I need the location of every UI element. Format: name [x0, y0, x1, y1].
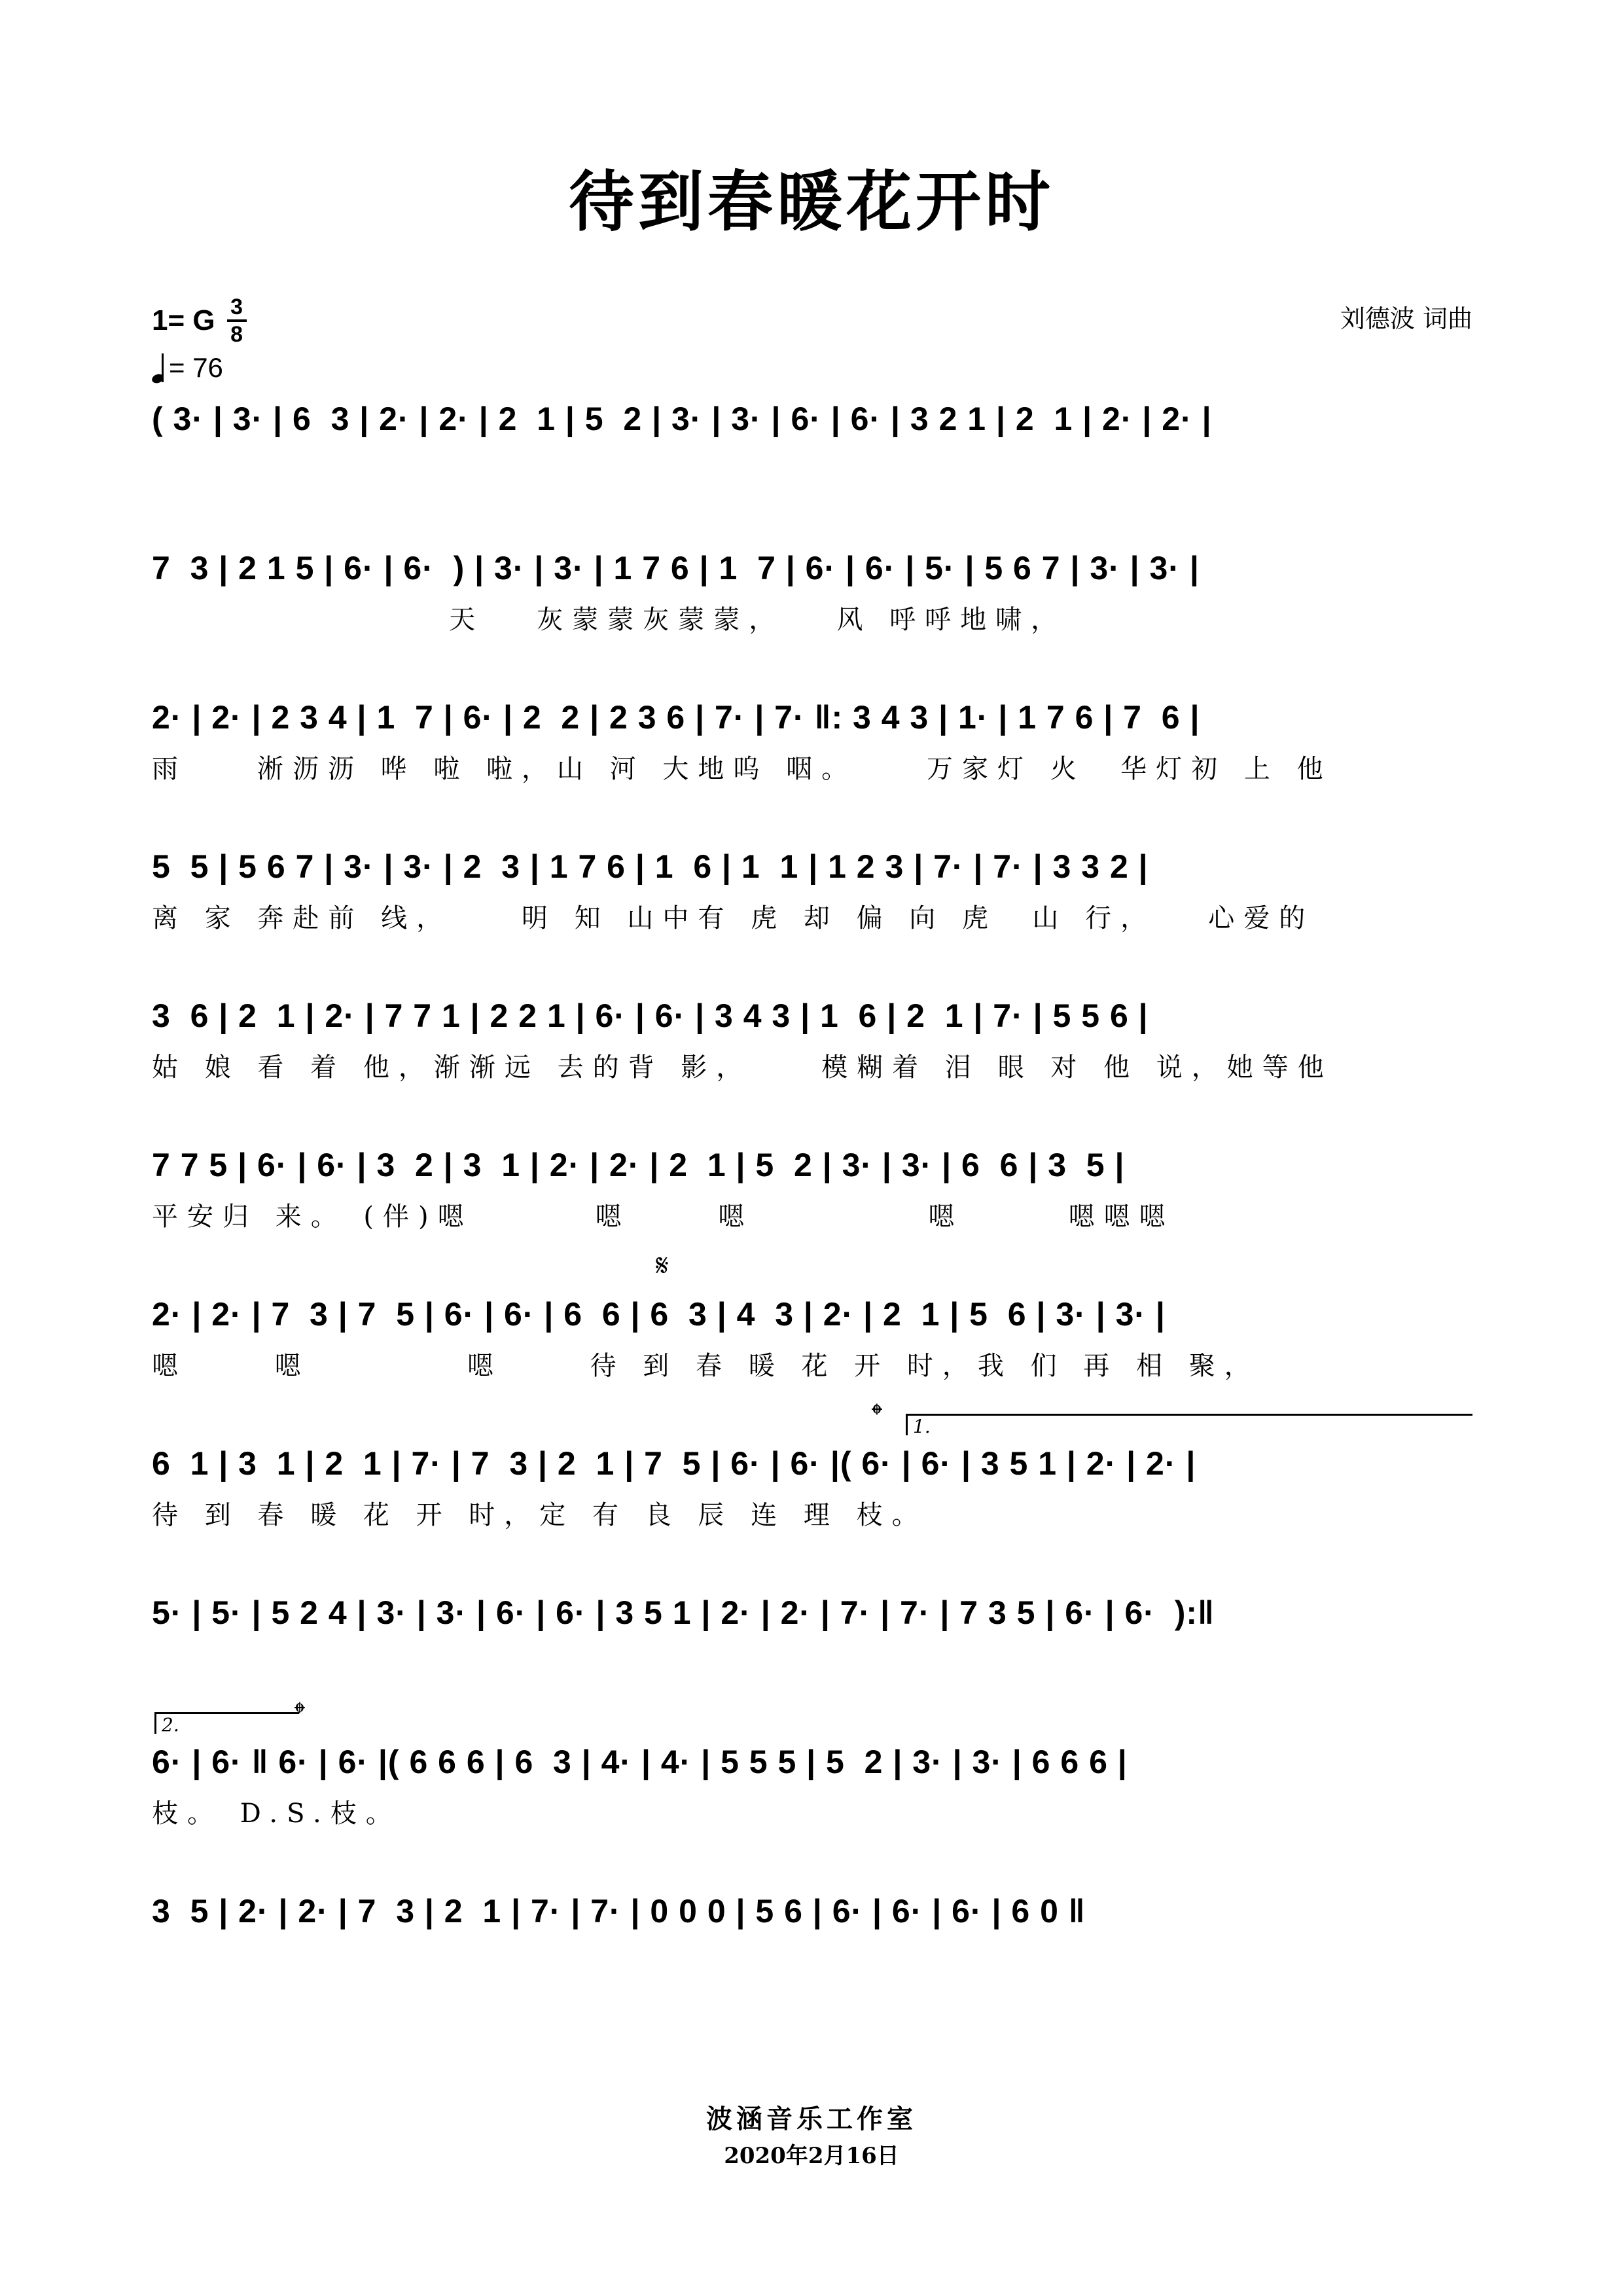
coda-mark: 𝄌 [872, 1397, 882, 1432]
segno-mark: 𝄋 [656, 1247, 669, 1283]
lyrics [152, 1648, 1469, 1681]
lyrics: 离 家 奔赴前 线， 明 知 山中有 虎 却 偏 向 虎 山 行， 心爱的 [152, 903, 1315, 933]
notes: 6 1 | 3 1 | 2 1 | 7· | 7 3 | 2 1 | 7 5 | 6· | 6· |( 6· | 6· | 3 5 1 | 2· | 2· | [152, 1445, 1196, 1482]
lyrics: 天 灰蒙蒙灰蒙蒙， 风 呼呼地啸， [152, 605, 1067, 635]
studio-name: 波涵音乐工作室 [706, 2104, 917, 2134]
tempo-marking [152, 352, 223, 384]
notes: 5· | 5· | 5 2 4 | 3· | 3· | 6· | 6· | 3 5 1 | 2· | 2· | 7· | 7· | 7 3 5 | 6· | 6· ):‖ [152, 1594, 1215, 1631]
tempo-value: = 76 [169, 352, 223, 383]
lyrics: 姑 娘 看 着 他，渐渐远 去的背 影， 模糊着 泪 眼 对 他 说，她等他 [152, 1052, 1333, 1083]
notes: 6· | 6· ‖ 6· | 6· |( 6 6 6 | 6 3 | 4· | 4· | 5 5 5 | 5 2 | 3· | 3· | 6 6 6 | [152, 1744, 1128, 1780]
key-label: 1= G [152, 304, 215, 336]
lyrics: 嗯 嗯 嗯 待 到 春 暖 花 开 时，我 们 再 相 聚， [152, 1351, 1260, 1381]
lyrics: 待 到 春 暖 花 开 时，定 有 良 辰 连 理 枝。 [152, 1500, 927, 1530]
notes: 5 5 | 5 6 7 | 3· | 3· | 2 3 | 1 7 6 | 1 6 | 1 1 | 1 2 3 | 7· | 7· | 3 3 2 | [152, 848, 1149, 885]
lyrics: 平安归 来。 (伴)嗯 嗯 嗯 嗯 嗯嗯嗯 [152, 1202, 1175, 1232]
lyrics: 雨 淅沥沥 哗 啦 啦，山 河 大地呜 咽。 万家灯 火 华灯初 上 他 [152, 754, 1332, 784]
notes: 2· | 2· | 2 3 4 | 1 7 | 6· | 2 2 | 2 3 6 | 7· | 7· ‖: 3 4 3 | 1· | 1 7 6 | 7 6 | [152, 699, 1200, 736]
notes: 7 7 5 | 6· | 6· | 3 2 | 3 1 | 2· | 2· | 2 1 | 5 2 | 3· | 3· | 6 6 | 3 5 | [152, 1147, 1125, 1183]
score-date: 2020年2月16日 [724, 2143, 899, 2169]
time-denominator: 8 [230, 322, 243, 347]
notes: 7 3 | 2 1 5 | 6· | 6· ) | 3· | 3· | 1 7 6 | 1 7 | 6· | 6· | 5· | 5 6 7 | 3· | 3· | [152, 550, 1200, 586]
notes: 3 6 | 2 1 | 2· | 7 7 1 | 2 2 1 | 6· | 6· | 3 4 3 | 1 6 | 2 1 | 7· | 5 5 6 | [152, 997, 1149, 1034]
time-signature [227, 296, 247, 346]
time-numerator: 3 [230, 295, 243, 319]
volta-1: 1. [906, 1414, 1472, 1435]
song-title: 待到春暖花开时 [569, 163, 1054, 240]
notes: 3 5 | 2· | 2· | 7 3 | 2 1 | 7· | 7· | 0 0 0 | 5 6 | 6· | 6· | 6· | 6 0 ‖ [152, 1893, 1086, 1929]
notes: 2· | 2· | 7 3 | 7 5 | 6· | 6· | 6 6 | 6 3 | 4 3 | 2· | 2 1 | 5 6 | 3· | 3· | [152, 1296, 1166, 1333]
lyrics [152, 1946, 1469, 1979]
notes: ( 3· | 3· | 6 3 | 2· | 2· | 2 1 | 5 2 | 3· | 3· | 6· | 6· | 3 2 1 | 2 1 | 2· | 2· | [152, 401, 1212, 437]
key-signature [152, 296, 247, 346]
volta-2: 2. [154, 1712, 299, 1734]
lyrics [152, 454, 1469, 487]
coda-mark-2: 𝄌 [294, 1695, 305, 1731]
composer-credit: 刘德波 词曲 [1340, 304, 1472, 333]
lyrics: 枝。 D.S.枝。 [152, 1799, 401, 1829]
